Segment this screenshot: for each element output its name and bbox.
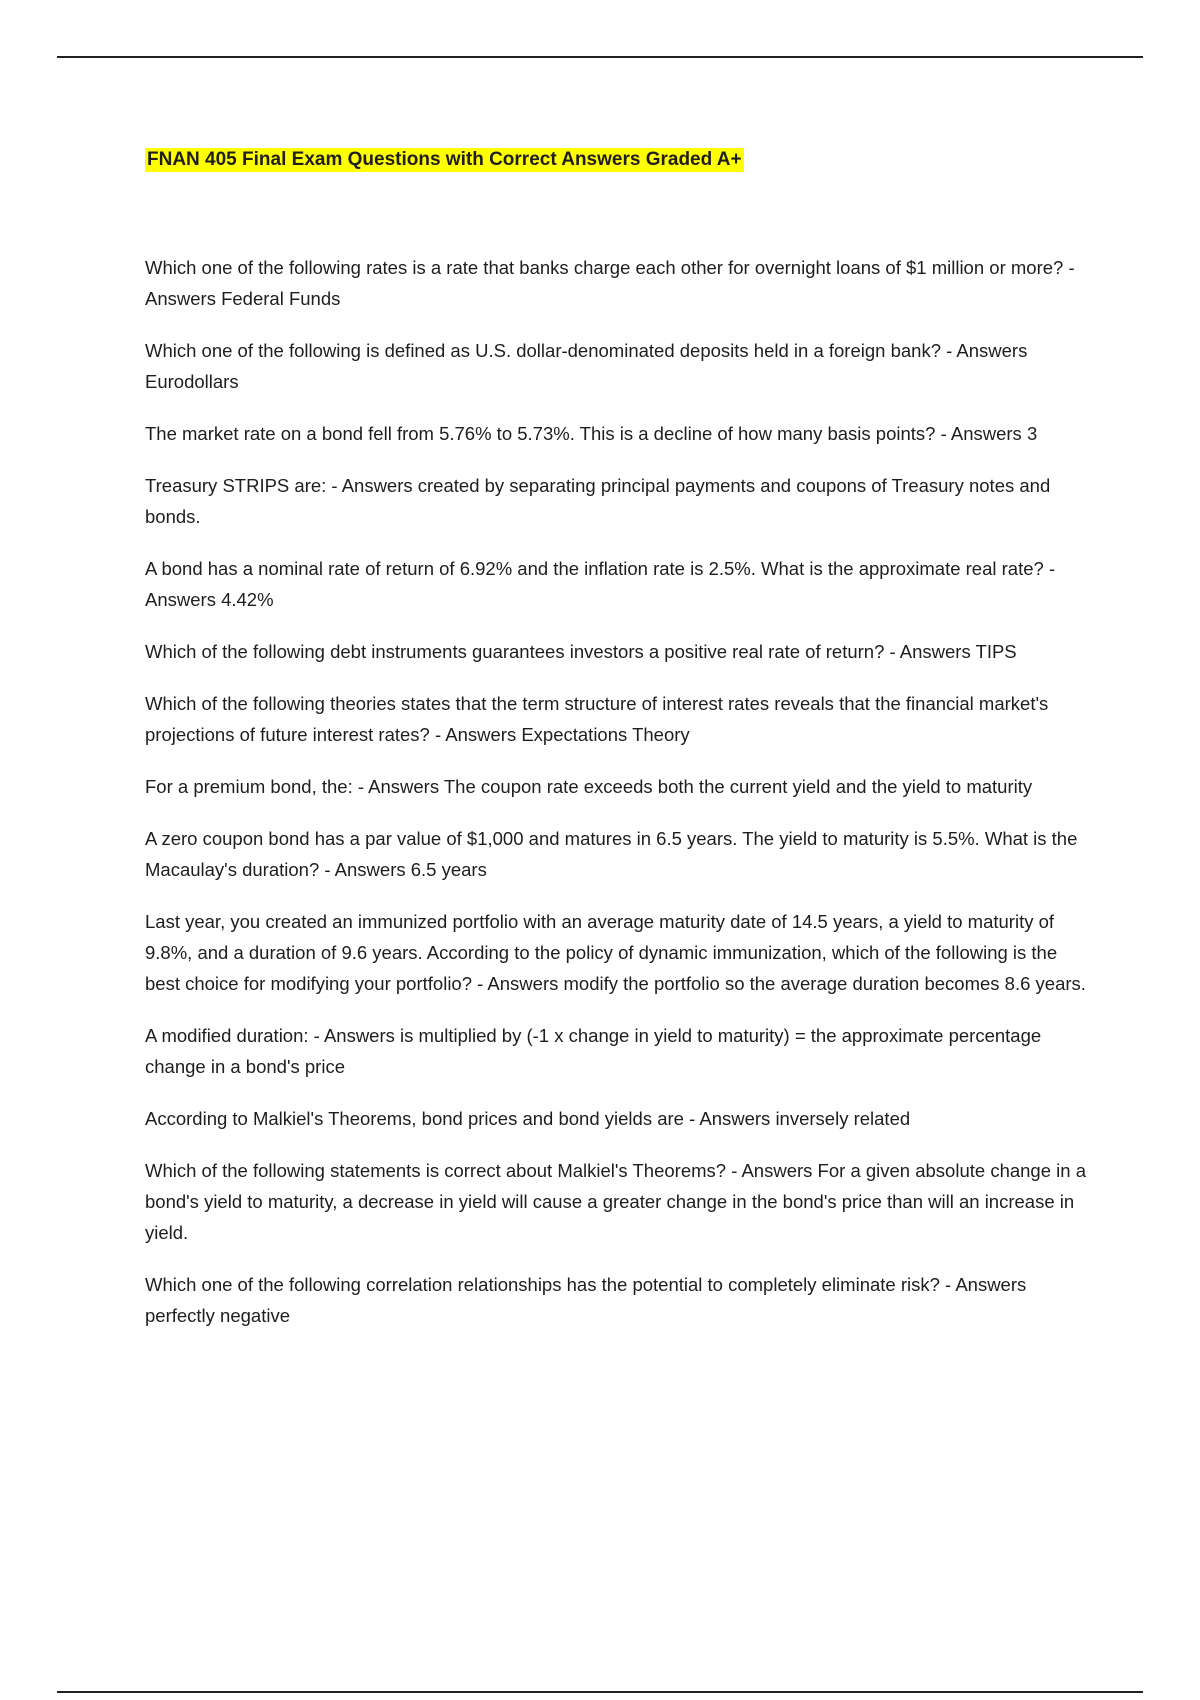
qa-item: For a premium bond, the: - Answers The coupon rate exceeds both the current yield and the yield to maturity xyxy=(145,776,1033,797)
qa-item: Which of the following statements is correct about Malkiel's Theorems? - Answers For a given absolute change in a bond's yield to maturity, a decrease in yield will cause a greater change in the bond's price than will an increase in yield. xyxy=(145,1160,1086,1243)
qa-item: Which one of the following correlation relationships has the potential to completely eliminate risk? - Answers perfectly negative xyxy=(145,1274,1027,1326)
footer-rule xyxy=(57,1691,1143,1693)
qa-item: According to Malkiel's Theorems, bond prices and bond yields are - Answers inversely related xyxy=(145,1108,911,1129)
qa-item: Which one of the following rates is a rate that banks charge each other for overnight loans of $1 million or more? - Answers Federal Funds xyxy=(145,257,1075,309)
qa-item: Treasury STRIPS are: - Answers created by separating principal payments and coupons of Treasury notes and bonds. xyxy=(145,475,1051,527)
header-rule xyxy=(57,56,1143,58)
qa-item: Which of the following theories states that the term structure of interest rates reveals that the financial market's projections of future interest rates? - Answers Expectations Theory xyxy=(145,693,1049,745)
qa-list xyxy=(145,252,1090,1331)
qa-item: Last year, you created an immunized portfolio with an average maturity date of 14.5 years, a yield to maturity of 9.8%, and a duration of 9.6 years. According to the policy of dynamic immunization, which of the following is the best choice for modifying your portfolio? - Answers modify the portfolio so the average duration becomes 8.6 years. xyxy=(145,911,1086,994)
qa-item: The market rate on a bond fell from 5.76% to 5.73%. This is a decline of how many basis points? - Answers 3 xyxy=(145,423,1038,444)
qa-item: A modified duration: - Answers is multiplied by (-1 x change in yield to maturity) = the approximate percentage change in a bond's price xyxy=(145,1025,1042,1077)
qa-item: A zero coupon bond has a par value of $1,000 and matures in 6.5 years. The yield to maturity is 5.5%. What is the Macaulay's duration? - Answers 6.5 years xyxy=(145,828,1078,880)
document-body xyxy=(145,148,1090,1352)
document-title: FNAN 405 Final Exam Questions with Correct Answers Graded A+ xyxy=(147,149,742,170)
qa-item: A bond has a nominal rate of return of 6.92% and the inflation rate is 2.5%. What is the approximate real rate? - Answers 4.42% xyxy=(145,558,1056,610)
qa-item: Which one of the following is defined as U.S. dollar-denominated deposits held in a foreign bank? - Answers Eurodollars xyxy=(145,340,1028,392)
qa-item: Which of the following debt instruments guarantees investors a positive real rate of return? - Answers TIPS xyxy=(145,641,1017,662)
